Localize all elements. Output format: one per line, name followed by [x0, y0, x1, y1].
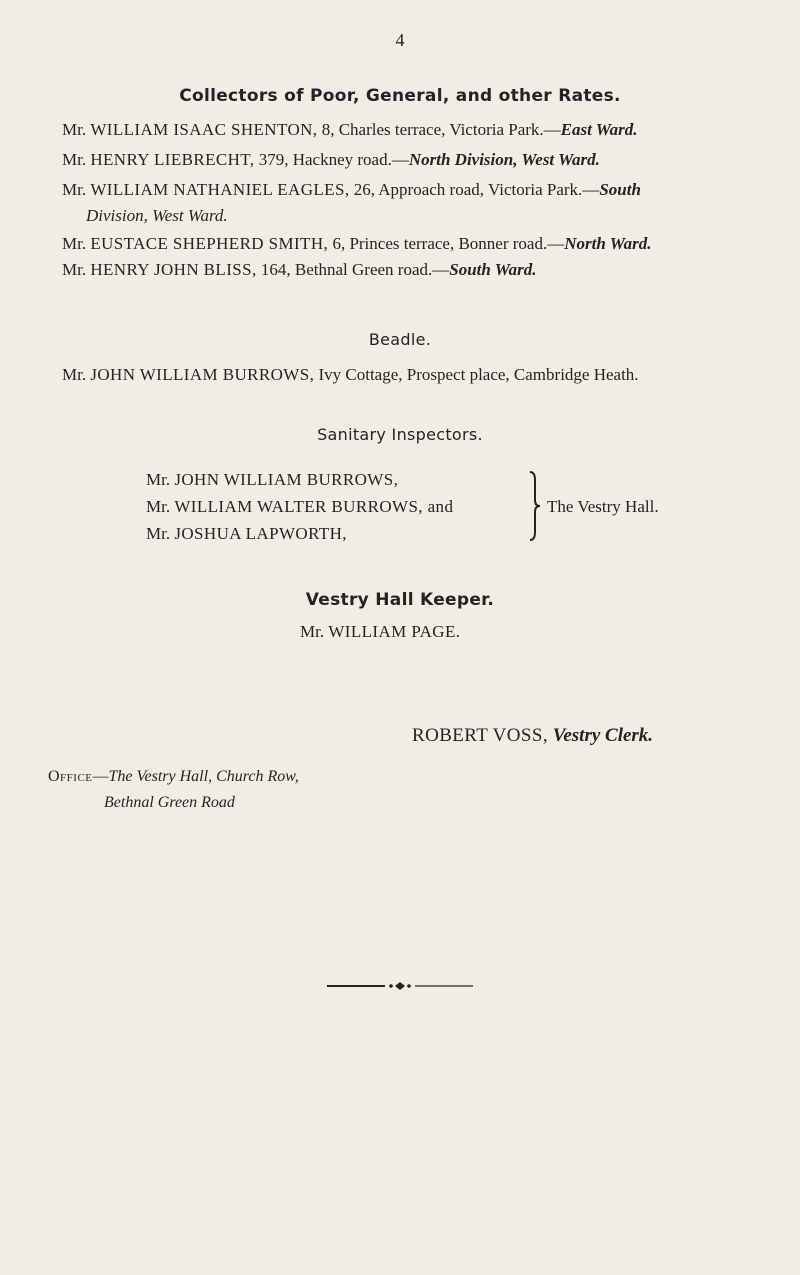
keeper-name: WILLIAM PAGE. — [328, 622, 461, 641]
collector-title: Mr. — [62, 234, 87, 253]
beadle-heading: Beadle. — [368, 330, 432, 349]
collector-entry-continuation — [86, 206, 228, 226]
office-label: Office — [48, 768, 93, 785]
right-brace-icon — [528, 470, 542, 542]
collector-address: 164, Bethnal Green road.— — [256, 260, 450, 279]
clerk-role: Vestry Clerk. — [552, 725, 654, 746]
collector-name: WILLIAM ISAAC SHENTON, — [90, 120, 318, 139]
collector-title: Mr. — [62, 120, 87, 139]
collector-entry — [62, 150, 600, 170]
beadle-entry — [62, 365, 639, 385]
keeper-title: Mr. — [300, 622, 325, 641]
sanitary-heading: Sanitary Inspectors. — [317, 425, 483, 444]
collector-ward: South Ward. — [449, 260, 537, 279]
collector-name: HENRY JOHN BLISS, — [90, 260, 257, 279]
collector-ward: East Ward. — [560, 120, 638, 139]
inspector-name: WILLIAM WALTER BURROWS, and — [174, 497, 454, 516]
inspector-line — [146, 470, 398, 490]
office-dash: — — [92, 768, 109, 785]
collectors-heading: Collectors of Poor, General, and other Rates. — [179, 86, 621, 106]
collector-title: Mr. — [62, 260, 87, 279]
inspector-title: Mr. — [146, 497, 171, 516]
collector-name: EUSTACE SHEPHERD SMITH, — [90, 234, 329, 253]
inspector-title: Mr. — [146, 470, 171, 489]
collector-ward: South — [599, 180, 641, 199]
office-line-2 — [104, 794, 235, 812]
collector-ward: North Division, West Ward. — [408, 150, 600, 169]
collector-entry — [62, 234, 651, 254]
collector-name: HENRY LIEBRECHT, — [90, 150, 255, 169]
inspector-line — [146, 497, 453, 517]
page-number: 4 — [395, 30, 405, 50]
collector-entry — [62, 120, 638, 140]
keeper-entry — [300, 622, 460, 642]
beadle-address: Ivy Cottage, Prospect place, Cambridge Heath. — [314, 365, 639, 384]
office-address-line1: The Vestry Hall, Church Row, — [108, 768, 299, 785]
inspectors-location: The Vestry Hall. — [547, 497, 659, 516]
inspector-name: JOHN WILLIAM BURROWS, — [174, 470, 399, 489]
collector-address: 6, Princes terrace, Bonner road.— — [328, 234, 565, 253]
office-address-line2: Bethnal Green Road — [104, 794, 235, 811]
inspector-title: Mr. — [146, 524, 171, 543]
inspector-line — [146, 524, 347, 544]
clerk-name: ROBERT VOSS, — [412, 725, 549, 746]
collector-ward: North Ward. — [564, 234, 652, 253]
collector-title: Mr. — [62, 150, 87, 169]
collector-address: 26, Approach road, Victoria Park.— — [349, 180, 600, 199]
collector-entry — [62, 180, 641, 200]
collector-ward-continued: Division, West Ward. — [86, 206, 228, 225]
collector-title: Mr. — [62, 180, 87, 199]
beadle-title: Mr. — [62, 365, 87, 384]
ornamental-rule-icon — [325, 980, 475, 992]
inspector-name: JOSHUA LAPWORTH, — [174, 524, 347, 543]
collector-address: 379, Hackney road.— — [254, 150, 409, 169]
collector-name: WILLIAM NATHANIEL EAGLES, — [90, 180, 350, 199]
clerk-signature — [412, 725, 653, 747]
keeper-heading: Vestry Hall Keeper. — [305, 590, 495, 610]
office-line — [48, 768, 299, 786]
beadle-name: JOHN WILLIAM BURROWS, — [90, 365, 315, 384]
collector-entry — [62, 260, 537, 280]
collector-address: 8, Charles terrace, Victoria Park.— — [317, 120, 561, 139]
